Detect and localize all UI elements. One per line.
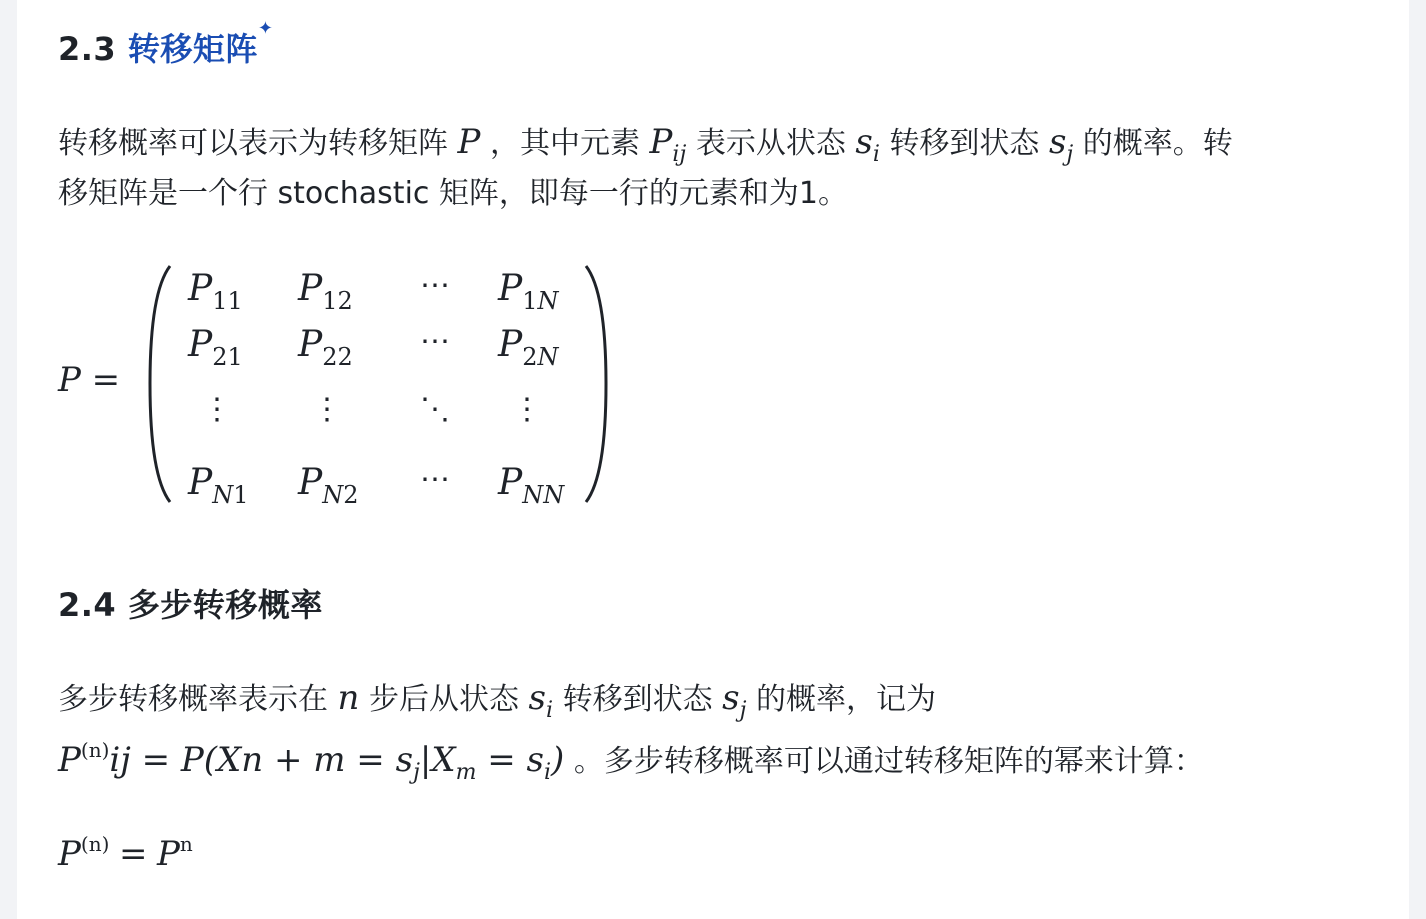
- matrix-dots: ⋯: [420, 462, 450, 497]
- math-sub: j: [1066, 142, 1074, 167]
- text: 的概率，记为: [755, 682, 936, 717]
- math-sup: (n): [80, 738, 110, 762]
- matrix-dots: ⋮: [512, 392, 542, 427]
- text: 转移概率可以表示为转移矩阵: [58, 126, 448, 161]
- matrix-entry: $P_{11}$: [188, 268, 243, 315]
- text: 转移到状态: [562, 682, 713, 717]
- paragraph-line: 移矩阵是一个行 stochastic 矩阵，即每一行的元素和为1。: [58, 176, 849, 211]
- math-expr: |X: [419, 740, 456, 780]
- matrix-entry: $P_{2N}$: [498, 324, 559, 371]
- matrix-dots: ⋮: [202, 392, 232, 427]
- matrix-dots: ⋱: [420, 392, 450, 427]
- paragraph-line: [58, 724, 1204, 799]
- math-sub: i: [872, 142, 880, 167]
- matrix-entry: $P_{NN}$: [498, 462, 565, 509]
- text: 。多步转移概率可以通过转移矩阵的幂来计算：: [573, 744, 1204, 779]
- math-sup: (n): [80, 832, 110, 856]
- math-sub: j: [739, 698, 747, 723]
- matrix-entry: $P_{1N}$: [498, 268, 559, 315]
- section-number: 2.3: [58, 30, 117, 68]
- section-heading-2-3: [58, 18, 274, 70]
- section-title: 多步转移概率: [127, 586, 323, 624]
- matrix-dots: ⋮: [312, 392, 342, 427]
- matrix-dots: ⋯: [420, 324, 450, 359]
- text: 的概率。转: [1082, 126, 1233, 161]
- math-sub: i: [544, 760, 552, 785]
- math-expr: = s: [476, 740, 544, 780]
- matrix-lhs: P =: [58, 360, 121, 400]
- formula-power: [58, 818, 193, 882]
- text: 步后从状态: [369, 682, 519, 717]
- math-sub: m: [455, 760, 477, 785]
- matrix-entry: $P_{N1}$: [188, 462, 249, 509]
- math-Pij: P: [649, 122, 673, 162]
- document-page: [17, 0, 1409, 919]
- math-P: P: [457, 122, 481, 162]
- math-sub: j: [413, 760, 420, 785]
- math-sub: ij: [672, 142, 687, 167]
- text: ，其中元素: [489, 126, 640, 161]
- matrix-entry: $P_{22}$: [298, 324, 353, 371]
- math-expr: ij = P(Xn + m = s: [109, 740, 414, 780]
- text: 表示从状态: [695, 126, 846, 161]
- matrix-entry: $P_{N2}$: [298, 462, 359, 509]
- math-P: P: [58, 740, 81, 780]
- math-equals: =: [118, 834, 148, 874]
- text: 多步转移概率表示在: [58, 682, 328, 717]
- math-n: n: [337, 678, 360, 718]
- matrix-dots: ⋯: [420, 268, 450, 303]
- math-sup: n: [179, 832, 193, 856]
- matrix-equation: [58, 262, 618, 507]
- math-si: s: [528, 678, 546, 718]
- section-number: 2.4: [58, 586, 117, 624]
- math-sj: s: [722, 678, 740, 718]
- sparkle-icon: ✦: [257, 18, 274, 39]
- section-heading-2-4: [58, 580, 323, 626]
- matrix-entry: $P_{21}$: [188, 324, 243, 371]
- math-P: P: [58, 834, 81, 874]
- math-sj: s: [1048, 122, 1067, 162]
- math-expr: ): [551, 740, 565, 780]
- math-P: P: [156, 834, 180, 874]
- matrix-entry: $P_{12}$: [298, 268, 353, 315]
- text: 转移到状态: [889, 126, 1040, 161]
- math-si: s: [855, 122, 873, 162]
- section-title-link[interactable]: 转移矩阵: [127, 30, 258, 68]
- math-sub: i: [546, 698, 554, 723]
